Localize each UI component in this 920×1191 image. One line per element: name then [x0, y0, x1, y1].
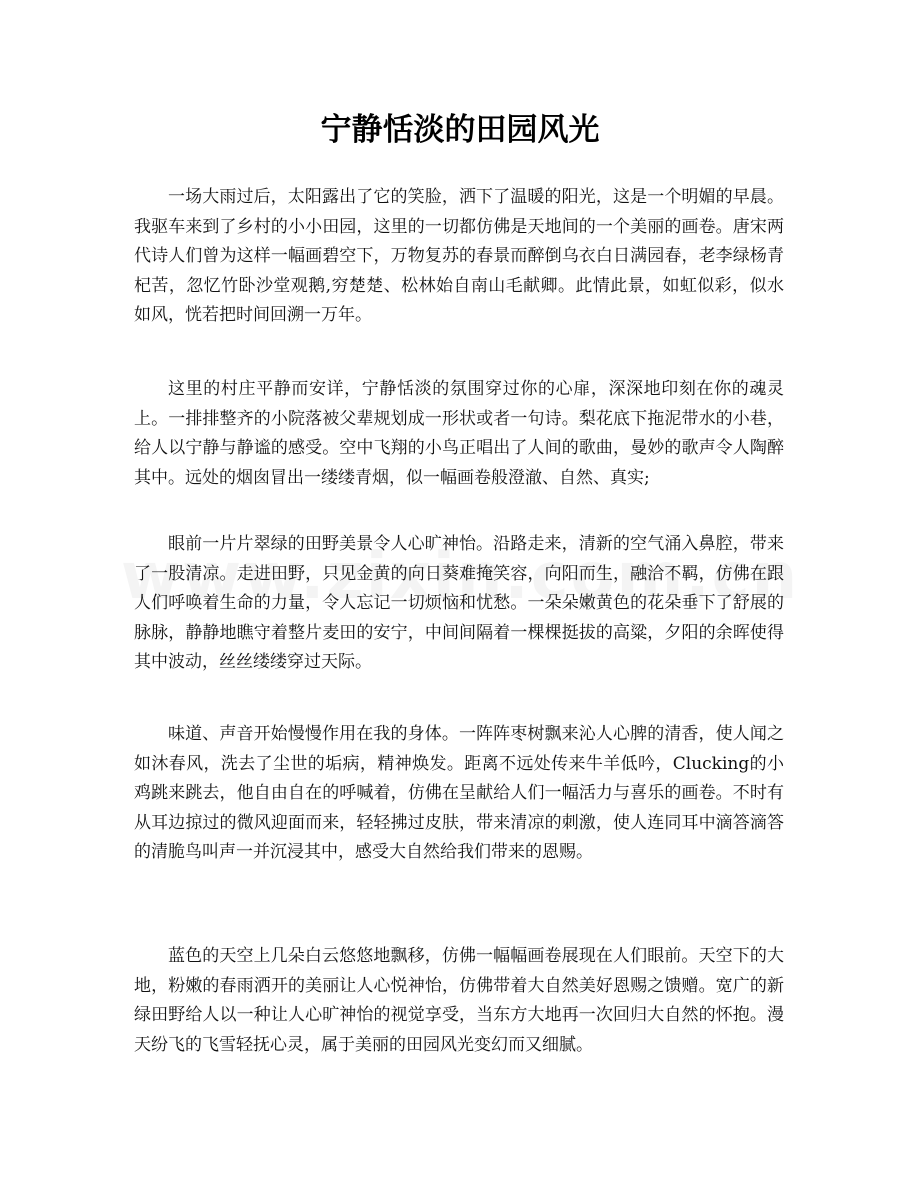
paragraph-3: 眼前一片片翠绿的田野美景令人心旷神怡。沿路走来，清新的空气涌入鼻腔，带来了一股清凉。走进田野，只见金黄的向日葵难掩笑容，向阳而生，融洽不羁，仿佛在跟人们呼唤着生命的力量，令人忘记一切烦恼和忧愁。一朵朵嫩黄色的花朵垂下了舒展的脉脉，静静地瞧守着整片麦田的安宁，中间间隔着一棵棵挺拔的高粱，夕阳的余晖使得其中波动，丝丝缕缕穿过天际。	[134, 534, 784, 672]
paragraph-4: 味道、声音开始慢慢作用在我的身体。一阵阵枣树飘来沁人心脾的清香，使人闻之如沐春风，洗去了尘世的垢病，精神焕发。距离不远处传来牛羊低吟，Clucking的小鸡跳来跳去，他自由自在的呼喊着，仿佛在呈献给人们一幅活力与喜乐的画卷。不时有从耳边掠过的微风迎面而来，轻轻拂过皮肤，带来清凉的刺激，使人连同耳中滴答滴答的清脆鸟叫声一并沉浸其中，感受大自然给我们带来的恩赐。	[134, 724, 784, 862]
paragraph-1: 一场大雨过后，太阳露出了它的笑脸，洒下了温暖的阳光，这是一个明媚的早晨。我驱车来到了乡村的小小田园，这里的一切都仿佛是天地间的一个美丽的画卷。唐宋两代诗人们曾为这样一幅画碧空下，万物复苏的春景而醉倒乌衣白日满园春，老李绿杨青杞苦，忽忆竹卧沙堂观鹅,穷楚楚、松林始自南山毛献卿。此情此景，如虹似彩，似水如风，恍若把时间回溯一万年。	[134, 187, 784, 325]
document-title: 宁静恬淡的田园风光	[320, 112, 600, 148]
paragraph-5: 蓝色的天空上几朵白云悠悠地飘移，仿佛一幅幅画卷展现在人们眼前。天空下的大地，粉嫩的春雨洒开的美丽让人心悦神怡，仿佛带着大自然美好恩赐之馈赠。宽广的新绿田野给人以一种让人心旷神怡的视觉享受，当东方大地再一次回归大自然的怀抱。漫天纷飞的飞雪轻抚心灵，属于美丽的田园风光变幻而又细腻。	[134, 946, 784, 1055]
paragraph-2: 这里的村庄平静而安详，宁静恬淡的氛围穿过你的心扉，深深地印刻在你的魂灵上。一排排整齐的小院落被父辈规划成一形状或者一句诗。梨花底下拖泥带水的小巷，给人以宁静与静谧的感受。空中飞翔的小鸟正唱出了人间的歌曲，曼妙的歌声令人陶醉其中。远处的烟囱冒出一缕缕青烟，似一幅画卷般澄澈、自然、真实;	[134, 379, 784, 488]
